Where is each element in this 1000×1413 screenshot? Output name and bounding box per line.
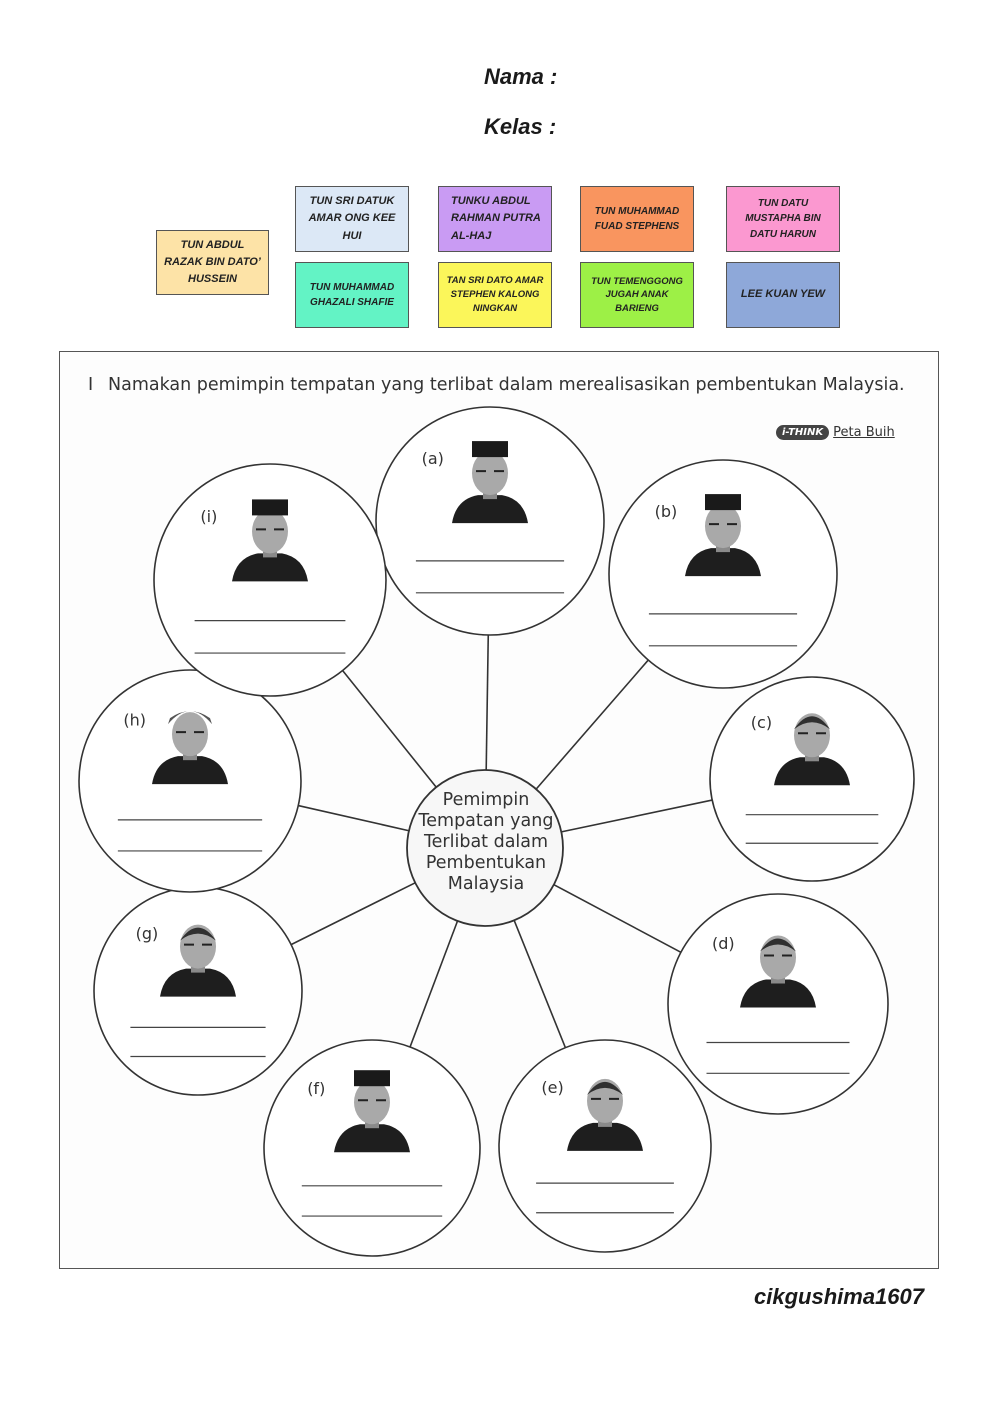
connector-line [486, 635, 488, 770]
bubble-label: (b) [654, 502, 678, 521]
center-line: Malaysia [447, 874, 525, 894]
chip-label: TAN SRI DATO AMAR STEPHEN KALONG NINGKAN [446, 275, 544, 314]
bubble-h[interactable] [79, 670, 301, 892]
center-line: Pemimpin [442, 790, 530, 810]
bubble-label: (e) [541, 1078, 564, 1097]
bubble-e[interactable] [499, 1040, 711, 1252]
bubble-label: (g) [135, 924, 159, 943]
connector-line [514, 920, 565, 1047]
chip-label: TUN DATU MUSTAPHA BIN DATU HARUN [745, 197, 821, 240]
bubble-label: (f) [307, 1079, 326, 1098]
chip-label: TUNKU ABDUL RAHMAN PUTRA AL-HAJ [451, 195, 541, 242]
connector-line [554, 885, 681, 953]
chip-label: LEE KUAN YEW [740, 288, 826, 301]
bubble-a[interactable] [376, 407, 604, 635]
chip-label: TUN SRI DATUK AMAR ONG KEE HUI [308, 195, 396, 242]
chip-label: TUN ABDUL RAZAK BIN DATO’ HUSSEIN [164, 238, 261, 286]
connector-line [291, 883, 415, 945]
question-number: I [88, 375, 94, 395]
name-label: Nama : [484, 64, 558, 89]
chip-label: TUN MUHAMMAD FUAD STEPHENS [594, 205, 680, 232]
center-line: Pembentukan [425, 853, 547, 873]
bubble-c[interactable] [710, 677, 914, 881]
class-label: Kelas : [484, 114, 557, 139]
author-credit: cikgushima1607 [754, 1284, 924, 1309]
chip-label: TUN MUHAMMAD GHAZALI SHAFIE [309, 281, 395, 308]
question-text: Namakan pemimpin tempatan yang terlibat dalam merealisasikan pembentukan Malaysia. [108, 375, 905, 395]
bubble-i[interactable] [154, 464, 386, 696]
bubble-label: (h) [123, 710, 147, 730]
bubble-label: (d) [712, 934, 735, 953]
bubble-label: (a) [421, 449, 444, 468]
connector-line [536, 660, 648, 789]
connector-line [298, 806, 409, 831]
center-line: Terlibat dalam [423, 832, 549, 852]
bubble-d[interactable] [668, 894, 888, 1114]
bubble-label: (i) [200, 507, 218, 526]
bubble-b[interactable] [609, 460, 837, 688]
bubble-f[interactable] [264, 1040, 480, 1256]
bubble-map-label: Peta Buih [833, 425, 895, 440]
chip-label: TUN TEMENGGONG JUGAH ANAK BARIENG [591, 276, 683, 314]
connector-line [561, 800, 712, 832]
bubble-label: (c) [750, 713, 773, 732]
connector-line [343, 670, 437, 787]
bubble-g[interactable] [94, 887, 302, 1095]
connector-line [410, 921, 457, 1047]
center-topic [406, 790, 566, 895]
ithink-logo: i-THINK [776, 425, 829, 440]
center-line: Tempatan yang [418, 811, 554, 831]
